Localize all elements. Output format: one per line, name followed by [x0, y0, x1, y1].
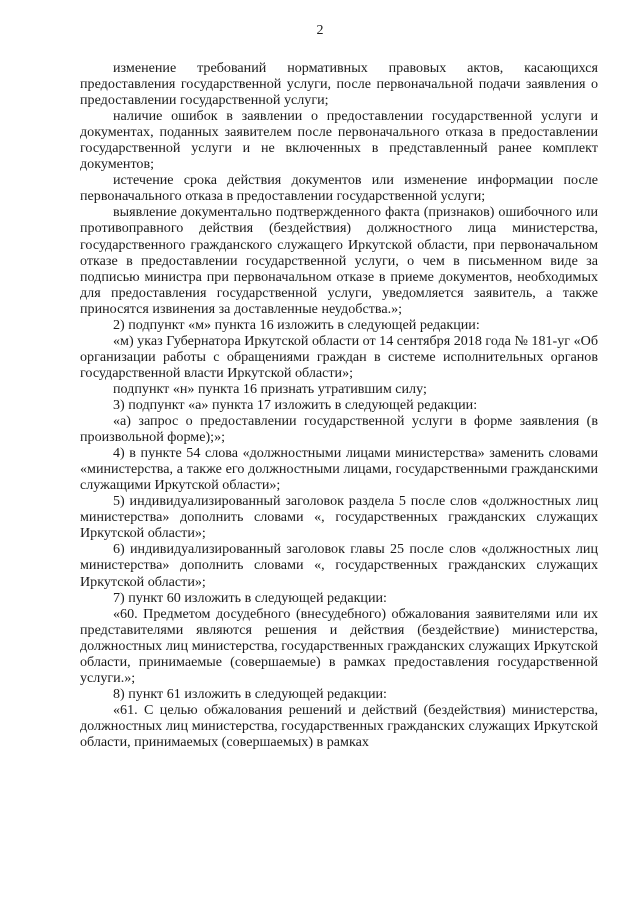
paragraph: изменение требований нормативных правовых актов, касающихся предоставления государственной услуги, после первоначальной подачи заявления о предоставлении государственной услуги; [80, 60, 598, 109]
page-number: 2 [316, 23, 324, 38]
paragraph: «61. С целью обжалования решений и действий (бездействия) министерства, должностных лиц министерства, государственных гражданских служащих Иркутской области, принимаемых (совершаемых) в рамках [80, 701, 598, 750]
paragraph: «а) запрос о предоставлении государственной услуги в форме заявления (в произвольной форме);»; [80, 413, 598, 446]
paragraph: «60. Предметом досудебного (внесудебного) обжалования заявителями или их представителями являются решения и действия (бездействие) министерства, должностных лиц министерства, государственных гражданских служащих Иркутской области, принимаемые (совершаемые) в рамках предоставления государственной услуги.»; [80, 605, 598, 686]
paragraph: наличие ошибок в заявлении о предоставлении государственной услуги и документах, поданных заявителем после первоначального отказа в предоставлении государственной услуги и не включенных в представленный ранее комплект документов; [80, 108, 598, 173]
paragraph: подпункт «н» пункта 16 признать утратившим силу; [113, 380, 427, 397]
paragraph: 5) индивидуализированный заголовок раздела 5 после слов «должностных лиц министерства» дополнить словами «, государственных гражданских служащих Иркутской области»; [80, 493, 598, 542]
paragraph: 6) индивидуализированный заголовок главы 25 после слов «должностных лиц министерства» дополнить словами «, государственных гражданских служащих Иркутской области»; [80, 541, 598, 590]
document-body [80, 60, 598, 750]
paragraph: 7) пункт 60 изложить в следующей редакции: [113, 589, 387, 606]
paragraph: «м) указ Губернатора Иркутской области от 14 сентября 2018 года № 181-уг «Об организации работы с обращениями граждан в системе исполнительных органов государственной власти Иркутской области»; [80, 332, 598, 381]
paragraph: 8) пункт 61 изложить в следующей редакции: [113, 685, 387, 702]
paragraph: 2) подпункт «м» пункта 16 изложить в следующей редакции: [113, 316, 480, 333]
paragraph: выявление документально подтвержденного факта (признаков) ошибочного или противоправного действия (бездействия) должностного лица министерства, государственного гражданского служащего Иркутской области, при первоначальном отказе в предоставлении государственной услуги, о чем в письменном виде за подписью министра при первоначальном отказе в приеме документов, необходимых для предоставления государственной услуги, уведомляется заявитель, а также приносятся извинения за доставленные неудобства.»; [80, 204, 598, 317]
paragraph: 3) подпункт «а» пункта 17 изложить в следующей редакции: [113, 396, 478, 413]
paragraph: 4) в пункте 54 слова «должностными лицами министерства» заменить словами «министерства, а также его должностными лицами, государственными гражданскими служащими Иркутской области»; [80, 445, 598, 494]
paragraph: истечение срока действия документов или изменение информации после первоначального отказа в предоставлении государственной услуги; [80, 172, 598, 205]
